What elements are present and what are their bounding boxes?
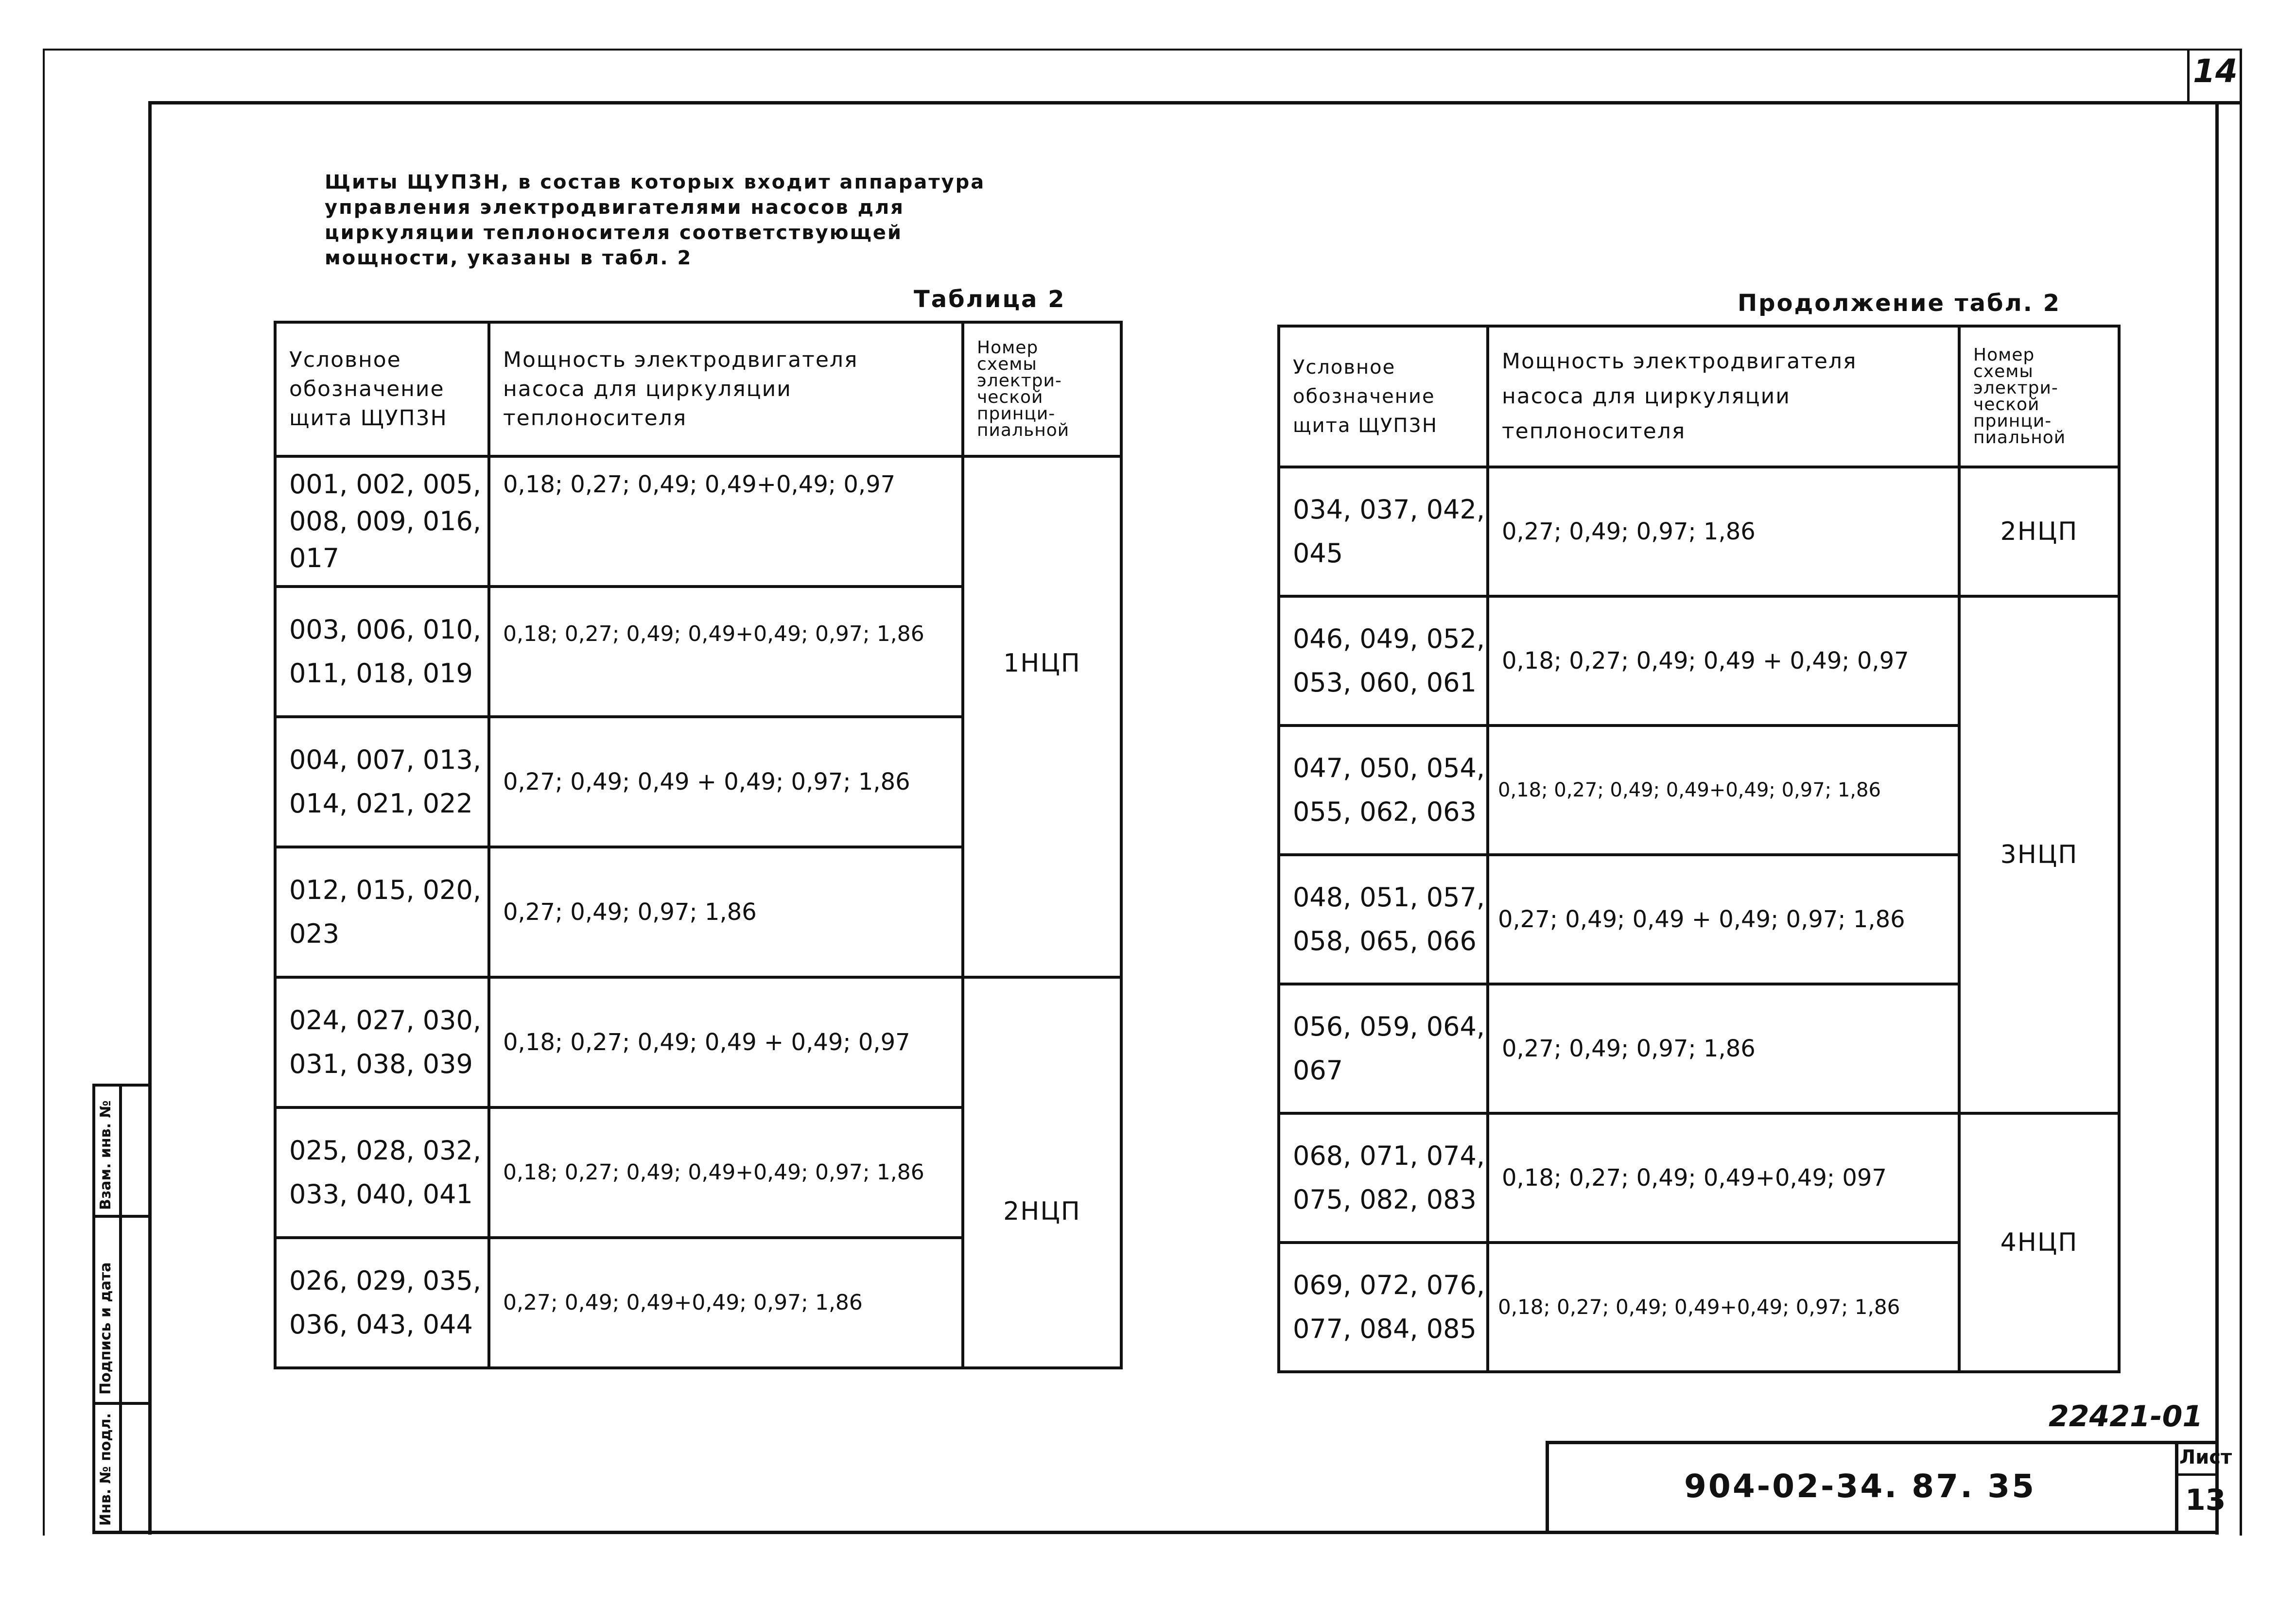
scheme-label: 2НЦП [2000, 517, 2078, 546]
header-line: Мощность электродвигателя [503, 347, 858, 372]
table-right-header-power [1488, 326, 1959, 467]
power-cell [489, 1238, 963, 1368]
header-line: Условное [289, 347, 401, 372]
table-left-header-scheme [963, 322, 1121, 456]
stamp-field-signature: Подпись и дата [97, 1262, 114, 1395]
code-cell [1279, 984, 1488, 1113]
code-line: 012, 015, 020, [289, 875, 482, 905]
code-line: 014, 021, 022 [289, 788, 473, 819]
inventory-code: 22421-01 [2049, 1400, 2203, 1434]
code-cell [1279, 467, 1488, 596]
header-line: насоса для циркуляции [1502, 384, 1791, 409]
power-cell [489, 847, 963, 977]
header-line: насоса для циркуляции [503, 377, 792, 401]
code-line: 008, 009, 016, [289, 506, 482, 536]
side-stamp-mid [119, 1084, 122, 1533]
header-line: теплоносителя [503, 406, 687, 431]
power-cell [1488, 984, 1959, 1113]
header-line: теплоносителя [1502, 419, 1686, 444]
inner-frame-left [148, 101, 152, 1535]
power-value: 0,18; 0,27; 0,49; 0,49+0,49; 0,97; 1,86 [1498, 1295, 1900, 1319]
code-line: 034, 037, 042, [1293, 494, 1485, 525]
code-line: 031, 038, 039 [289, 1049, 473, 1079]
intro-line-2: управления электродвигателями насосов для [325, 196, 904, 219]
code-cell [275, 1107, 489, 1238]
header-line: Условное [1293, 356, 1396, 379]
title-block-left [1546, 1441, 1549, 1533]
inner-frame-right [2215, 101, 2219, 1535]
header-line: обозначение [289, 377, 445, 401]
table-row [275, 977, 1121, 1107]
power-cell [1488, 467, 1959, 596]
table-left [274, 321, 1123, 1369]
code-cell [275, 1238, 489, 1368]
code-cell [275, 587, 489, 717]
header-line: ческой [977, 387, 1044, 407]
table-left-header-row [275, 322, 1121, 456]
code-line: 075, 082, 083 [1293, 1184, 1477, 1215]
header-line: Номер [1973, 345, 2035, 365]
header-line: обозначение [1293, 385, 1435, 408]
power-value: 0,18; 0,27; 0,49; 0,49+0,49; 097 [1502, 1164, 1887, 1192]
power-cell [489, 587, 963, 717]
table-right [1277, 325, 2121, 1373]
power-value: 0,18; 0,27; 0,49; 0,49+0,49; 0,97; 1,86 [1498, 779, 1881, 801]
code-line: 047, 050, 054, [1293, 753, 1485, 783]
title-block-sheet-divider [2175, 1441, 2178, 1533]
header-line: принци- [977, 404, 1056, 424]
outer-frame-top [43, 49, 2240, 51]
code-cell [1279, 1243, 1488, 1372]
power-value: 0,27; 0,49; 0,97; 1,86 [1502, 1035, 1756, 1062]
code-line: 068, 071, 074, [1293, 1140, 1485, 1171]
code-line: 033, 040, 041 [289, 1179, 473, 1210]
code-cell [1279, 596, 1488, 726]
header-line: схемы [977, 354, 1037, 374]
table-right-header-row [1279, 326, 2119, 467]
code-line: 069, 072, 076, [1293, 1270, 1485, 1300]
power-value: 0,18; 0,27; 0,49; 0,49+0,49; 0,97 [503, 471, 896, 498]
code-line: 011, 018, 019 [289, 658, 473, 689]
code-line: 001, 002, 005, [289, 469, 482, 500]
power-value: 0,18; 0,27; 0,49; 0,49+0,49; 0,97; 1,86 [503, 622, 924, 646]
header-line: пиальной [1973, 428, 2066, 448]
code-line: 077, 084, 085 [1293, 1313, 1477, 1344]
table-row [1279, 596, 2119, 726]
intro-line-1: Щиты ЩУП3Н, в состав которых входит аппаратура [325, 171, 986, 193]
scheme-label: 2НЦП [1003, 1197, 1081, 1226]
scheme-cell [1959, 1113, 2119, 1372]
page-number: 14 [2193, 52, 2238, 90]
header-line: электри- [1973, 378, 2058, 398]
code-cell [275, 717, 489, 847]
scheme-cell [963, 456, 1121, 977]
title-block-sheet-hline [2175, 1473, 2219, 1476]
table-right-header-code [1279, 326, 1488, 467]
scheme-label: 4НЦП [2000, 1228, 2078, 1257]
header-line: Номер [977, 338, 1039, 358]
power-cell [489, 1107, 963, 1238]
code-line: 003, 006, 010, [289, 614, 482, 645]
power-cell [489, 977, 963, 1107]
code-line: 024, 027, 030, [289, 1005, 482, 1036]
power-value: 0,18; 0,27; 0,49; 0,49 + 0,49; 0,97 [503, 1029, 910, 1056]
header-line: пиальной [977, 420, 1070, 440]
power-cell [489, 456, 963, 587]
code-line: 056, 059, 064, [1293, 1011, 1485, 1042]
power-value: 0,18; 0,27; 0,49; 0,49 + 0,49; 0,97 [1502, 647, 1909, 674]
power-value: 0,18; 0,27; 0,49; 0,49+0,49; 0,97; 1,86 [503, 1160, 924, 1185]
code-line: 026, 029, 035, [289, 1265, 482, 1296]
power-value: 0,27; 0,49; 0,49 + 0,49; 0,97; 1,86 [1498, 906, 1905, 933]
inner-frame-top [148, 101, 2240, 104]
inner-frame-bottom [92, 1531, 2219, 1534]
code-line: 048, 051, 057, [1293, 882, 1485, 913]
code-cell [1279, 1113, 1488, 1243]
power-value: 0,27; 0,49; 0,49+0,49; 0,97; 1,86 [503, 1290, 863, 1315]
scheme-label: 3НЦП [2000, 840, 2078, 869]
side-stamp-left [92, 1084, 95, 1533]
table-right-caption: Продолжение табл. 2 [1738, 290, 2061, 317]
header-line: электри- [977, 371, 1062, 391]
table-left-header-power [489, 322, 963, 456]
power-cell [1488, 1113, 1959, 1243]
sheet-number: 13 [2185, 1483, 2226, 1517]
code-line: 055, 062, 063 [1293, 796, 1477, 827]
code-line: 036, 043, 044 [289, 1309, 473, 1340]
stamp-field-replacement: Взам. инв. № [97, 1100, 114, 1210]
code-line: 023 [289, 918, 340, 949]
power-cell [1488, 855, 1959, 984]
code-cell [1279, 726, 1488, 855]
code-line: 067 [1293, 1055, 1343, 1086]
document-code: 904-02-34. 87. 35 [1684, 1468, 2036, 1505]
code-line: 058, 065, 066 [1293, 926, 1477, 956]
intro-line-3: циркуляции теплоносителя соответствующей [325, 222, 903, 244]
table-row [1279, 1113, 2119, 1243]
title-block-top [1546, 1441, 2219, 1444]
code-cell [275, 847, 489, 977]
header-line: ческой [1973, 395, 2040, 415]
power-cell [1488, 726, 1959, 855]
table-row [1279, 467, 2119, 596]
side-stamp-div2 [92, 1402, 151, 1405]
code-line: 045 [1293, 538, 1343, 569]
code-line: 025, 028, 032, [289, 1135, 482, 1166]
power-value: 0,27; 0,49; 0,49 + 0,49; 0,97; 1,86 [503, 768, 910, 795]
side-stamp-top [92, 1084, 151, 1087]
power-cell [1488, 596, 1959, 726]
table-row [275, 456, 1121, 587]
intro-line-4: мощности, указаны в табл. 2 [325, 247, 693, 269]
side-stamp-div1 [92, 1215, 151, 1218]
scheme-cell [963, 977, 1121, 1368]
header-line: щита ЩУП3Н [289, 406, 448, 431]
power-value: 0,27; 0,49; 0,97; 1,86 [1502, 518, 1756, 545]
power-cell [1488, 1243, 1959, 1372]
code-cell [275, 977, 489, 1107]
scheme-cell [1959, 467, 2119, 596]
power-cell [489, 717, 963, 847]
table-left-header-code [275, 322, 489, 456]
scheme-label: 1НЦП [1003, 649, 1081, 678]
outer-frame-left [43, 49, 45, 1536]
scheme-cell [1959, 596, 2119, 1113]
outer-frame-right [2240, 49, 2242, 1536]
code-line: 004, 007, 013, [289, 744, 482, 775]
header-line: принци- [1973, 411, 2052, 431]
header-line: схемы [1973, 362, 2034, 381]
code-line: 053, 060, 061 [1293, 667, 1477, 698]
power-value: 0,27; 0,49; 0,97; 1,86 [503, 899, 757, 926]
header-line: Мощность электродвигателя [1502, 349, 1857, 374]
page-number-box-left [2187, 49, 2190, 102]
code-cell [1279, 855, 1488, 984]
table-left-caption: Таблица 2 [914, 286, 1066, 313]
sheet-label: Лист [2179, 1446, 2232, 1469]
code-line: 046, 049, 052, [1293, 623, 1485, 654]
code-cell [275, 456, 489, 587]
table-right-header-scheme [1959, 326, 2119, 467]
stamp-field-inventory: Инв. № подл. [97, 1413, 114, 1526]
code-line: 017 [289, 543, 340, 573]
header-line: щита ЩУП3Н [1293, 415, 1438, 437]
